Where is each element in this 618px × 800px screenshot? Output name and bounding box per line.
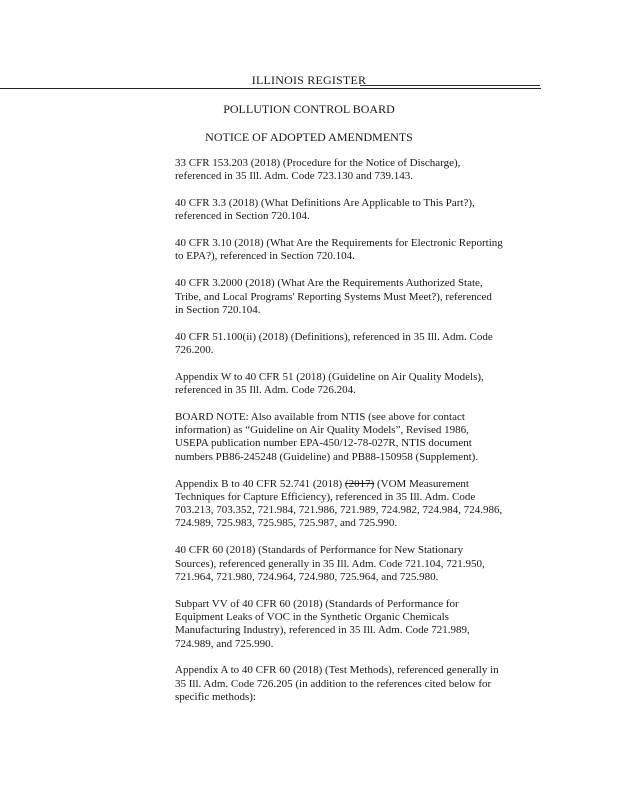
text-line: 40 CFR 3.3 (2018) (What Definitions Are Applicable to This Part?), bbox=[175, 197, 475, 210]
text-line: 40 CFR 60 (2018) (Standards of Performance for New Stationary bbox=[175, 544, 464, 557]
paragraph-40-cfr-3-3 bbox=[175, 197, 547, 224]
document-body bbox=[175, 157, 547, 718]
text-line: to EPA?), referenced in Section 720.104. bbox=[175, 250, 355, 263]
text-line: referenced in 35 Ill. Adm. Code 726.204. bbox=[175, 384, 356, 397]
text-line: 703.213, 703.352, 721.984, 721.986, 721.989, 724.982, 724.984, 724.986, bbox=[175, 504, 503, 517]
paragraph-40-cfr-3-2000 bbox=[175, 277, 547, 317]
text-line: 40 CFR 3.2000 (2018) (What Are the Requirements Authorized State, bbox=[175, 277, 483, 290]
issue-number-blank-line bbox=[360, 85, 540, 86]
header-rule bbox=[0, 88, 541, 89]
text-line: 33 CFR 153.203 (2018) (Procedure for the Notice of Discharge), bbox=[175, 157, 461, 169]
text-line: 721.964, 721.980, 724.964, 724.980, 725.964, and 725.980. bbox=[175, 570, 439, 583]
text-line: Subpart VV of 40 CFR 60 (2018) (Standards of Performance for bbox=[175, 597, 459, 610]
text-line: Appendix W to 40 CFR 51 (2018) (Guideline on Air Quality Models), bbox=[175, 370, 484, 383]
text-line bbox=[175, 478, 547, 491]
paragraph-subpart-vv bbox=[175, 598, 547, 651]
paragraph-40-cfr-3-10 bbox=[175, 237, 547, 264]
text-line: Equipment Leaks of VOC in the Synthetic Organic Chemicals bbox=[175, 610, 449, 623]
text-line: numbers PB86-245248 (Guideline) and PB88-150958 (Supplement). bbox=[175, 450, 479, 463]
text-line: in Section 720.104. bbox=[175, 303, 261, 316]
text-line: Tribe, and Local Programs' Reporting Systems Must Meet?), referenced bbox=[175, 290, 492, 303]
text-line: Appendix A to 40 CFR 60 (2018) (Test Methods), referenced generally in bbox=[175, 664, 499, 677]
text-line: 35 Ill. Adm. Code 726.205 (in addition to the references cited below for bbox=[175, 677, 492, 690]
text-line: 40 CFR 3.10 (2018) (What Are the Requirements for Electronic Reporting bbox=[175, 237, 503, 250]
text-segment: (VOM Measurement bbox=[374, 477, 469, 490]
register-title: ILLINOIS REGISTER bbox=[251, 73, 367, 87]
paragraph-appendix-a bbox=[175, 664, 547, 704]
board-note bbox=[175, 411, 547, 464]
agency-name: POLLUTION CONTROL BOARD bbox=[223, 102, 395, 116]
text-line: USEPA publication number EPA-450/12-78-027R, NTIS document bbox=[175, 437, 472, 450]
paragraph-appendix-b bbox=[175, 478, 547, 531]
text-line: 726.200. bbox=[175, 343, 214, 356]
paragraph-33-cfr-153-203 bbox=[175, 157, 547, 184]
text-line: Techniques for Capture Efficiency), referenced in 35 Ill. Adm. Code bbox=[175, 490, 476, 503]
text-line: information) as “Guideline on Air Quality Models”, Revised 1986, bbox=[175, 424, 469, 437]
text-line: 40 CFR 51.100(ii) (2018) (Definitions), referenced in 35 Ill. Adm. Code bbox=[175, 330, 493, 343]
text-line: 724.989, and 725.990. bbox=[175, 637, 274, 650]
paragraph-40-cfr-60 bbox=[175, 544, 547, 584]
struck-text: (2017) bbox=[344, 477, 375, 490]
text-line: referenced in 35 Ill. Adm. Code 723.130 and 739.143. bbox=[175, 170, 413, 183]
notice-heading: NOTICE OF ADOPTED AMENDMENTS bbox=[205, 130, 413, 144]
paragraph-appendix-w bbox=[175, 371, 547, 398]
text-line: 724.989, 725.983, 725.985, 725.987, and 725.990. bbox=[175, 517, 398, 530]
text-line: Manufacturing Industry), referenced in 35 Ill. Adm. Code 721.989, bbox=[175, 624, 470, 637]
text-line: BOARD NOTE: Also available from NTIS (see above for contact bbox=[175, 410, 465, 423]
paragraph-40-cfr-51-100 bbox=[175, 331, 547, 358]
text-line: referenced in Section 720.104. bbox=[175, 210, 310, 223]
text-segment: Appendix B to 40 CFR 52.741 (2018) bbox=[175, 477, 345, 490]
text-line: Sources), referenced generally in 35 Ill. Adm. Code 721.104, 721.950, bbox=[175, 557, 485, 570]
text-line: specific methods): bbox=[175, 690, 256, 703]
